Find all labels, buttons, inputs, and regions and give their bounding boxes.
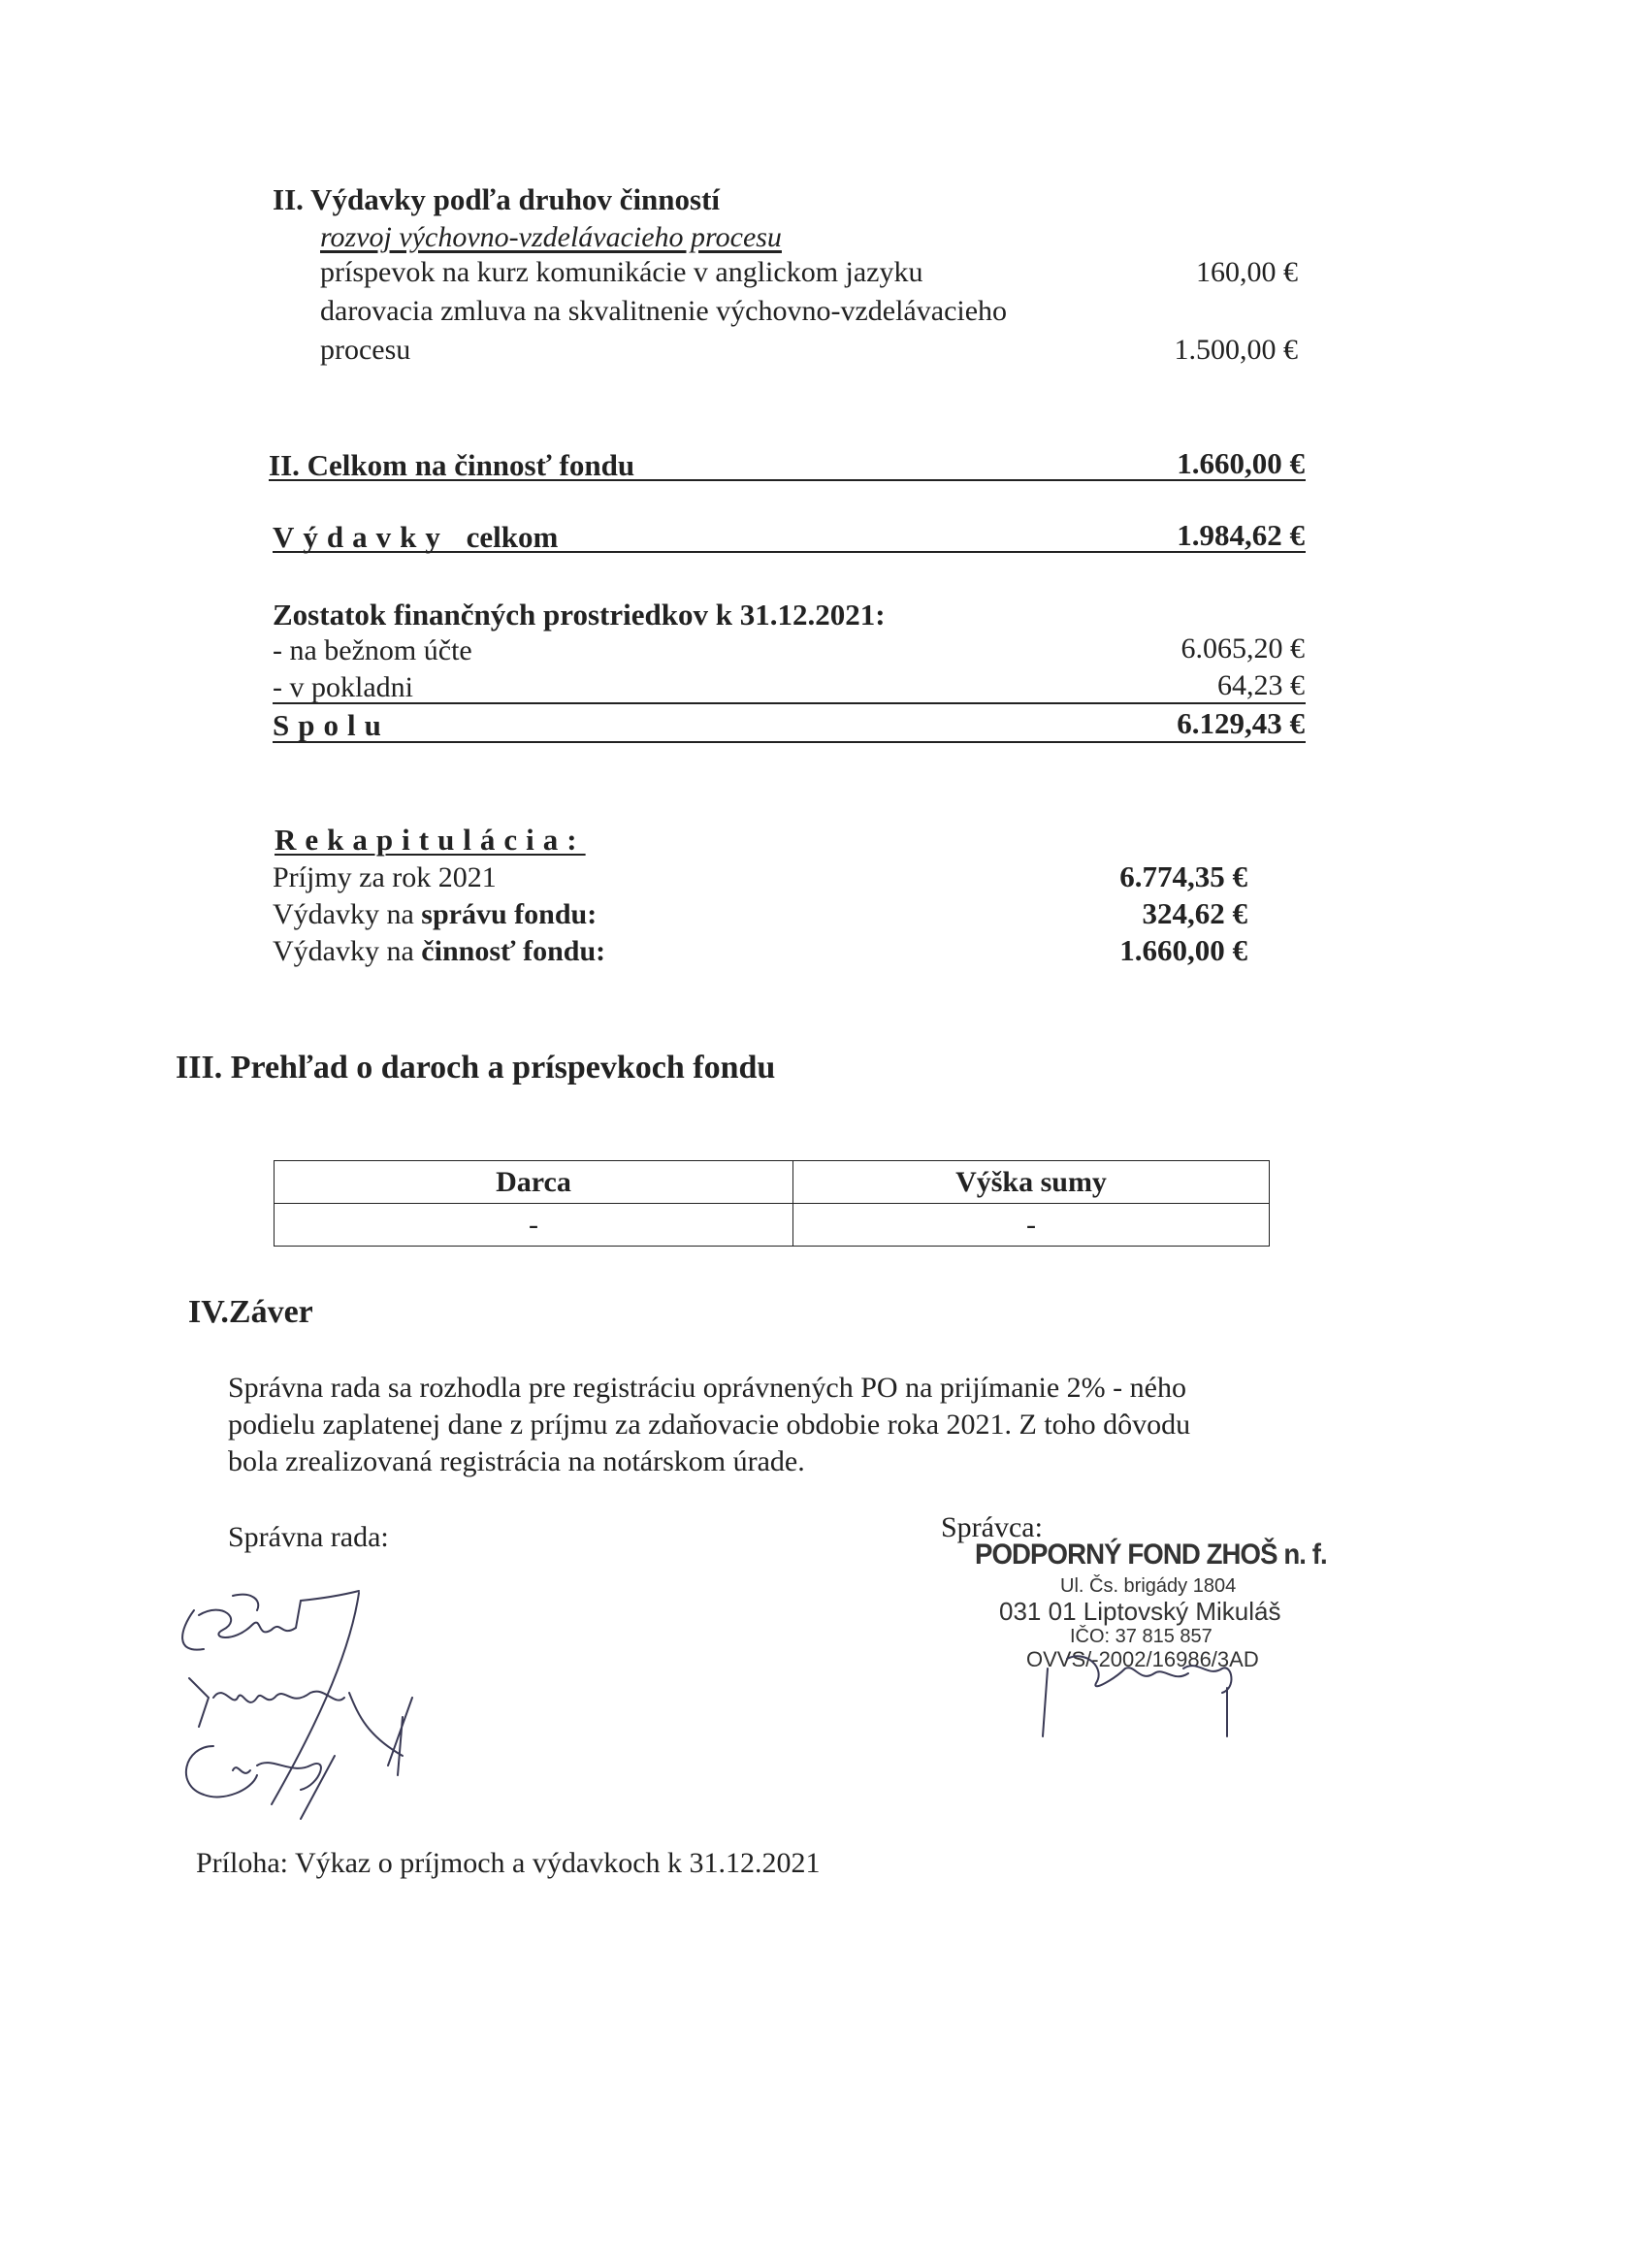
admin-label: Správca:	[941, 1511, 1043, 1543]
stamp-city: 031 01 Liptovský Mikuláš	[999, 1597, 1281, 1626]
cash-value: 64,23 €	[1217, 669, 1305, 701]
section2-subheading: rozvoj výchovno-vzdelávacieho procesu	[320, 221, 782, 253]
board-label: Správna rada:	[228, 1521, 389, 1553]
recap-activity-value: 1.660,00 €	[1119, 933, 1247, 967]
recap-income-label: Príjmy za rok 2021	[273, 861, 497, 893]
recap-activity-label-a: Výdavky na	[273, 935, 422, 967]
expenses-word: Výdavky	[273, 520, 449, 554]
expenses-celkom: celkom	[466, 520, 559, 554]
table-header-darca: Darca	[275, 1161, 793, 1204]
expenses-total-value: 1.984,62 €	[1177, 518, 1305, 552]
item1-value: 160,00 €	[1196, 256, 1298, 288]
total-underline	[269, 479, 1306, 481]
expenses-total-label	[273, 520, 558, 555]
conclusion-line2: podielu zaplatenej dane z príjmu za zdaňovacie obdobie roka 2021. Z toho dôvodu	[228, 1409, 1191, 1441]
sum-value: 6.129,43 €	[1177, 706, 1305, 740]
item2-label-line2: procesu	[320, 334, 411, 366]
recap-activity-label	[273, 935, 605, 968]
table-header-row	[275, 1161, 1270, 1204]
bank-value: 6.065,20 €	[1180, 632, 1305, 664]
recap-admin-label-a: Výdavky na	[273, 898, 422, 930]
recap-admin-label	[273, 898, 597, 931]
balance-heading: Zostatok finančných prostriedkov k 31.12.2021:	[273, 598, 886, 632]
sum-underline	[273, 741, 1306, 743]
conclusion-line1: Správna rada sa rozhodla pre registráciu oprávnených PO na prijímanie 2% - ného	[228, 1372, 1186, 1404]
cash-label: - v pokladni	[273, 671, 413, 703]
admin-signature-image	[1028, 1639, 1261, 1746]
donors-table	[274, 1160, 1270, 1247]
item2-label-line1: darovacia zmluva na skvalitnenie výchovno-vzdelávacieho	[320, 295, 1008, 327]
section2-heading: II. Výdavky podľa druhov činností	[273, 182, 721, 216]
item1-label: príspevok na kurz komunikácie v anglickom jazyku	[320, 256, 923, 288]
section3-heading: III. Prehľad o daroch a príspevkoch fondu	[176, 1050, 776, 1085]
table-cell: -	[275, 1204, 793, 1247]
section4-heading: IV.Záver	[188, 1294, 313, 1330]
sum-label: Spolu	[273, 708, 390, 742]
table-cell: -	[793, 1204, 1270, 1247]
table-row	[275, 1204, 1270, 1247]
conclusion-line3: bola zrealizovaná registrácia na notárskom úrade.	[228, 1445, 805, 1477]
section2-total-value: 1.660,00 €	[1177, 446, 1305, 480]
stamp-name: PODPORNÝ FOND ZHOŠ n. f.	[975, 1539, 1327, 1571]
stamp-street: Ul. Čs. brigády 1804	[1060, 1575, 1237, 1597]
board-signatures-image	[165, 1571, 436, 1833]
table-header-vyska: Výška sumy	[793, 1161, 1270, 1204]
recap-admin-label-b: správu fondu:	[421, 898, 598, 930]
item2-value: 1.500,00 €	[1174, 334, 1298, 366]
stamp-reg: OVVS/-2002/16986/3AD	[1026, 1647, 1259, 1671]
bank-label: - na bežnom účte	[273, 634, 472, 666]
recap-activity-label-b: činnosť fondu:	[421, 935, 606, 967]
stamp-ico: IČO: 37 815 857	[1070, 1626, 1212, 1647]
expenses-underline	[273, 551, 1306, 553]
recap-heading: Rekapitulácia:	[275, 823, 586, 857]
recap-admin-value: 324,62 €	[1142, 896, 1247, 930]
attachment-line: Príloha: Výkaz o príjmoch a výdavkoch k 31.12.2021	[196, 1847, 821, 1879]
section2-total-label: II. Celkom na činnosť fondu	[269, 448, 635, 482]
recap-income-value: 6.774,35 €	[1119, 859, 1247, 893]
cash-underline	[273, 702, 1306, 704]
